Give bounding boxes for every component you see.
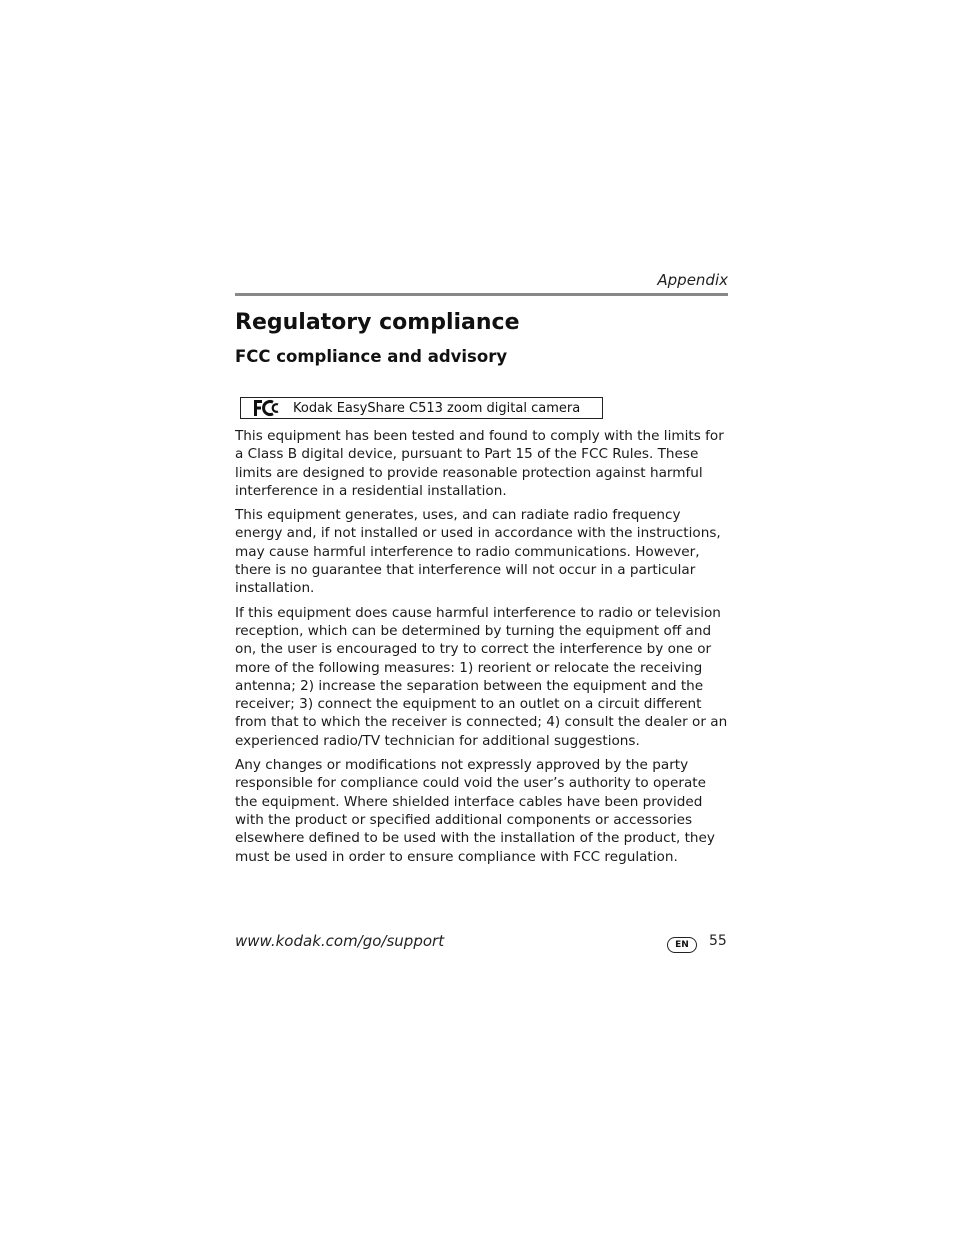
section-subtitle: FCC compliance and advisory <box>235 347 508 366</box>
paragraph: Any changes or modifications not expressly approved by the party responsible for compliance could void the user’s authority to operate the equipment. Where shielded interface cables have been provided with the product or specified additional components or accessories elsewhere defined to be used with the installation of the product, they must be used in order to ensure compliance with FCC regulation. <box>235 757 715 865</box>
paragraph: This equipment has been tested and found to comply with the limits for a Class B digital device, pursuant to Part 15 of the FCC Rules. These limits are designed to provide reasonable protection against harmful interference in a residential installation. <box>235 428 724 499</box>
fcc-product-name: Kodak EasyShare C513 zoom digital camera <box>293 400 581 416</box>
page-title: Regulatory compliance <box>235 310 520 335</box>
fcc-product-box <box>240 397 603 419</box>
paragraph: This equipment generates, uses, and can radiate radio frequency energy and, if not installed or used in accordance with the instructions, may cause harmful interference to radio communications. However, there is no guarantee that interference will not occur in a particular installation. <box>235 507 721 597</box>
section-label: Appendix <box>657 271 728 289</box>
fcc-logo-icon <box>253 399 283 417</box>
support-url-link[interactable]: www.kodak.com/go/support <box>235 932 445 950</box>
body-text <box>235 427 728 872</box>
language-badge: EN <box>667 937 697 953</box>
paragraph: If this equipment does cause harmful interference to radio or television reception, which can be determined by turning the equipment off and on, the user is encouraged to try to correct the interference by one or more of the following measures: 1) reorient or relocate the receiving antenna; 2) increase the separation between the equipment and the receiver; 3) connect the equipment to an outlet on a circuit different from that to which the receiver is connected; 4) consult the dealer or an experienced radio/TV technician for additional suggestions. <box>235 604 728 749</box>
header-rule <box>235 293 728 296</box>
page-number: 55 <box>709 933 727 949</box>
